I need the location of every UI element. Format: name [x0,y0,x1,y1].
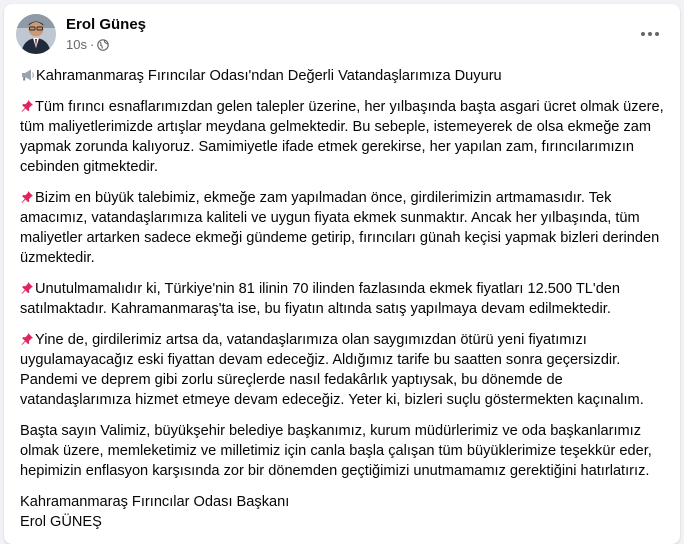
post-header [16,14,668,58]
post-title: Kahramanmaraş Fırıncılar Odası'ndan Değerli Vatandaşlarımıza Duyuru [36,68,502,84]
paragraph-2-text: Bizim en büyük talebimiz, ekmeğe zam yapılmadan önce, girdilerimizin artmamasıdır. Tek amacımız, vatandaşlarımıza kaliteli ve uygun fiyata ekmek sunmaktır. Ancak her yılbaşında, tüm maliyetler artarken sadece ekmeği gündeme getirip, fırıncıları günah keçisi yapmak bizleri derinden üzmektedir. [20,190,660,266]
pushpin-icon [20,99,34,113]
paragraph-2 [20,188,668,268]
post-title-line [20,66,668,86]
signature-title: Kahramanmaraş Fırıncılar Odası Başkanı [20,494,290,510]
paragraph-3-text: Unutulmamalıdır ki, Türkiye'nin 81 ilinin 70 ilinden fazlasında ekmek fiyatları 12.500 TL'den satılmaktadır. Kahramanmaraş'ta ise, bu fiyatın altında satış yapılmaya devam edilmektedir. [20,281,621,317]
meta-separator: · [89,37,95,52]
paragraph-5: Başta sayın Valimiz, büyükşehir belediye başkanımız, kurum müdürlerimiz ve oda başkanlarımız olmak üzere, memleketimiz ve milletimiz için canla başla çalışan tüm büyüklerimize teşekkür eder, hepimizin enflasyon karşısında zor bir dönemden geçtiğimizi unutmamamız gerektiğini hatırlatırız. [20,423,652,479]
megaphone-icon [20,68,35,82]
more-dots-icon [640,31,660,37]
signature-name: Erol GÜNEŞ [20,514,102,530]
author-avatar[interactable] [16,14,56,54]
paragraph-4 [20,330,668,410]
pushpin-icon [20,281,34,295]
paragraph-3 [20,279,668,319]
avatar-photo-icon [16,14,56,54]
post-card [4,4,680,544]
paragraph-4-text: Yine de, girdilerimiz artsa da, vatandaşlarımıza olan saygımızdan ötürü yeni fiyatımızı uygulamayacağız eski fiyattan devam edeceğiz. Aldığımız tarife bu saatten sonra geçersizdir. Pandemi ve deprem gibi zorlu süreçlerde nasıl fedakârlık yaptıysak, bu dönemde de vatandaşlarımıza hizmet etmeye devam edeceğiz. Yeter ki, bizleri suçlu göstermekten kaçınalım. [20,332,644,408]
post-time[interactable]: 10s [66,37,87,52]
more-options-button[interactable] [636,20,664,48]
pushpin-icon [20,332,34,346]
paragraph-1-text: Tüm fırıncı esnaflarımızdan gelen talepler üzerine, her yılbaşında başta asgari ücret olmak üzere, tüm maliyetlerimizde artışlar meydana gelmektedir. Bu sebeple, istemeyerek de olsa ekmeğe zam yapmak zorunda kalıyoruz. Samimiyetle ifade etmek gerekirse, her yapılan zam, fırıncılarımızın cebinden gitmektedir. [20,99,664,175]
signature [20,492,668,532]
post-content [20,66,668,532]
author-name[interactable]: Erol Güneş [66,16,147,33]
pushpin-icon [20,190,34,204]
globe-icon[interactable] [97,39,109,51]
paragraph-1 [20,97,668,177]
post-meta [66,37,109,52]
